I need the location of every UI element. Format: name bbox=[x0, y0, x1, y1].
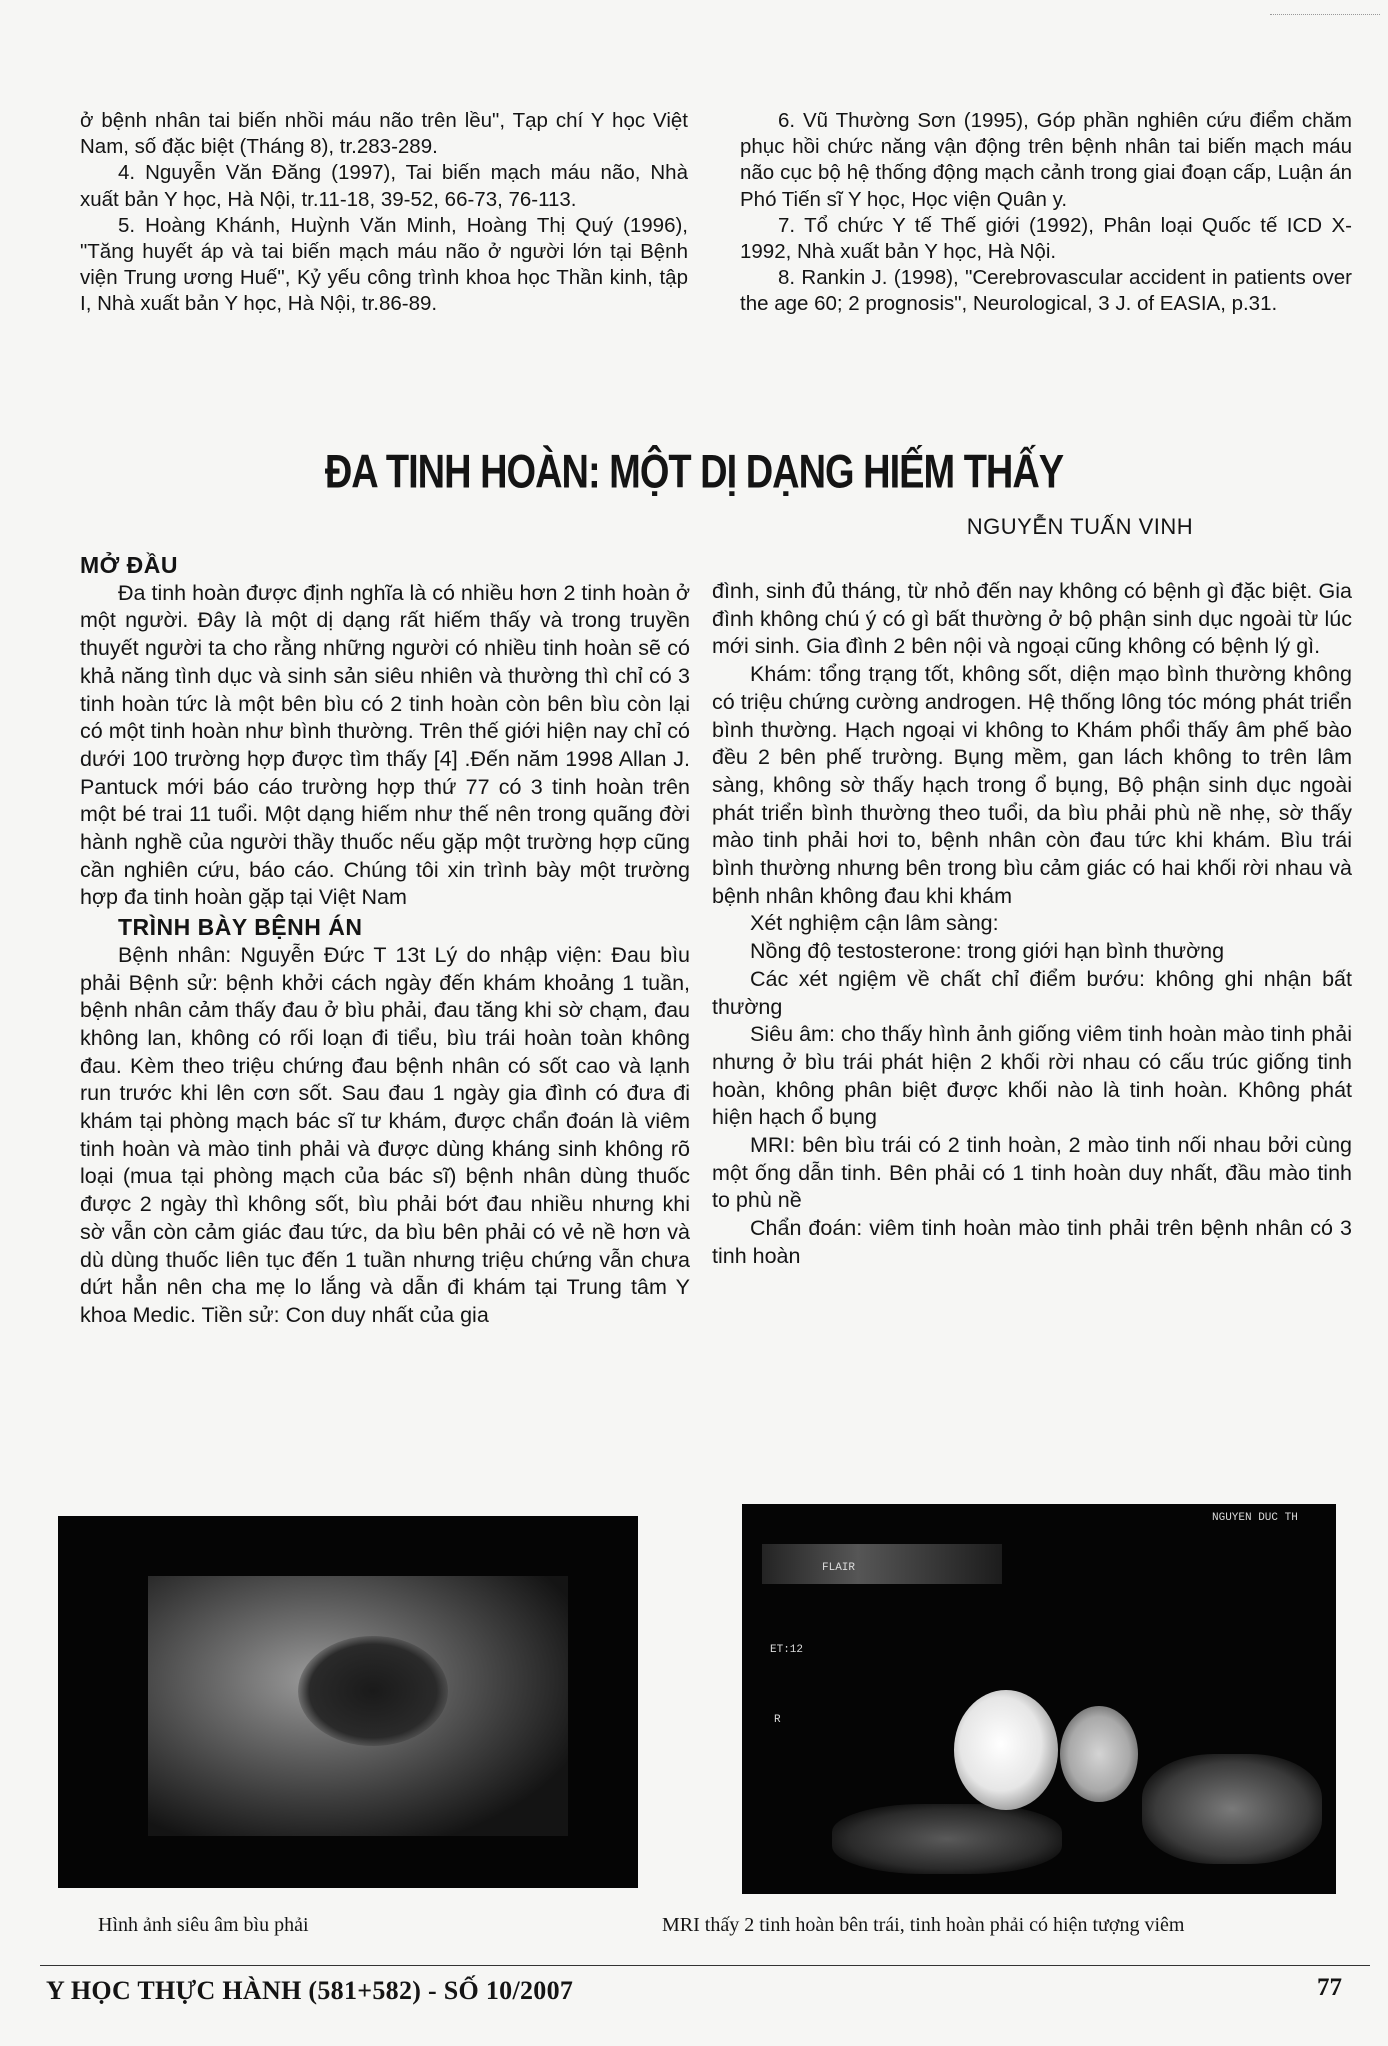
mri-soft-tissue bbox=[762, 1544, 1002, 1584]
ultrasound-lesion bbox=[298, 1636, 448, 1746]
case-paragraph: MRI: bên bìu trái có 2 tinh hoàn, 2 mào tinh nối nhau bởi cùng một ống dẫn tinh. Bên phải có 1 tinh hoàn duy nhất, đầu mào tinh to phù nề bbox=[712, 1133, 1352, 1213]
mri-soft-tissue bbox=[832, 1804, 1062, 1874]
article-title: ĐA TINH HOÀN: MỘT DỊ DẠNG HIẾM THẤY bbox=[324, 446, 1064, 499]
case-heading: TRÌNH BÀY BỆNH ÁN bbox=[118, 914, 363, 941]
reference-item: 6. Vũ Thường Sơn (1995), Góp phần nghiên cứu điểm chăm phục hồi chức năng vận động trên bệnh nhân tai biến mạch máu não cục bộ hệ thống động mạch cảnh trong giai đoạn cấp, Luận án Phó Tiến sĩ Y học, Học viện Quân y. bbox=[740, 109, 1352, 211]
journal-name: Y HỌC THỰC HÀNH (581+582) - SỐ 10/2007 bbox=[46, 1976, 574, 2005]
intro-paragraph: Đa tinh hoàn được định nghĩa là có nhiều hơn 2 tinh hoàn ở một người. Đây là một dị dạng rất hiếm thấy và trong truyền thuyết người ta cho rằng những người có nhiều tinh hoàn sẽ có khả năng tình dục và sinh sản siêu nhiên và thường thì chỉ có 3 tinh hoàn tức là một bên bìu có 2 tinh hoàn còn bên bìu còn lại có một tinh hoàn như bình thường. Trên thế giới hiện nay chỉ có dưới 100 trường hợp được tìm thấy [4] .Đến năm 1998 Allan J. Pantuck mới báo cáo trường hợp thứ 77 có 3 tinh hoàn trên một bé trai 11 tuổi. Một dạng hiếm như thế nên trong quãng đời hành nghề của người thầy thuốc nếu gặp một trường hợp cũng cần nghiên cứu, báo cáo. Chúng tôi xin trình bày một trường hợp đa tinh hoàn gặp tại Việt Nam bbox=[80, 580, 690, 910]
reference-item: ở bệnh nhân tai biến nhồi máu não trên lều", Tạp chí Y học Việt Nam, số đặc biệt (Tháng 8), tr.283-289. bbox=[80, 109, 688, 159]
mri-soft-tissue bbox=[1142, 1754, 1322, 1864]
case-paragraph: Nồng độ testosterone: trong giới hạn bình thường bbox=[750, 939, 1225, 964]
references-left-column bbox=[80, 108, 688, 318]
ultrasound-image bbox=[58, 1516, 638, 1888]
page-number: 77 bbox=[1317, 1974, 1342, 2001]
case-paragraph: Các xét ngiệm về chất chỉ điểm bướu: không ghi nhận bất thường bbox=[712, 966, 1352, 1019]
footer-rule bbox=[40, 1965, 1370, 1966]
case-paragraph: Siêu âm: cho thấy hình ảnh giống viêm tinh hoàn mào tinh phải nhưng ở bìu trái phát hiện 2 khối rời nhau có cấu trúc giống tinh hoàn, không phân biệt được khối nào là tinh hoàn. Không phát hiện hạch ổ bụng bbox=[712, 1022, 1352, 1130]
case-paragraph-left: Bệnh nhân: Nguyễn Đức T 13t Lý do nhập viện: Đau bìu phải Bệnh sử: bệnh khởi cách ngày đến khám khoảng 1 tuần, bệnh nhân cảm thấy đau ở bìu phải, đau tăng khi sờ chạm, đau không lan, không có rối loạn đi tiểu, bìu trái hoàn toàn không đau. Kèm theo triệu chứng đau bệnh nhân có sốt cao và lạnh run trước khi lên cơn sốt. Sau đau 1 ngày gia đình có đưa đi khám tại phòng mạch bác sĩ tư khám, được chẩn đoán là viêm tinh hoàn và mào tinh phải và được dùng kháng sinh không rõ loại (mua tại phòng mạch của bác sĩ) bệnh nhân dùng thuốc được 2 ngày thì không sốt, bìu phải bớt đau nhiều nhưng khi sờ vẫn còn cảm giác đau tức, da bìu bên phải có vẻ nề hơn và dù dùng thuốc liên tục đến 1 tuần nhưng triệu chứng vẫn chưa dứt hẳn nên cha mẹ lo lắng và dẫn đi khám tại Trung tâm Y khoa Medic. Tiền sử: Con duy nhất của gia bbox=[80, 942, 690, 1327]
mri-et-label: ET:12 bbox=[770, 1644, 804, 1656]
reference-item: 7. Tổ chức Y tế Thế giới (1992), Phân loại Quốc tế ICD X-1992, Nhà xuất bản Y học, Hà Nội. bbox=[740, 213, 1352, 264]
reference-item: 5. Hoàng Khánh, Huỳnh Văn Minh, Hoàng Thị Quý (1996), "Tăng huyết áp và tai biến mạch máu não ở người lớn tại Bệnh viện Trung ương Huế", Kỷ yếu công trình khoa học Thần kinh, tập I, Nhà xuất bản Y học, Hà Nội, tr.86-89. bbox=[80, 213, 688, 316]
article-author: NGUYỄN TUẤN VINH bbox=[966, 514, 1194, 539]
intro-heading: MỞ ĐẦU bbox=[80, 552, 178, 578]
mri-testis bbox=[1060, 1706, 1138, 1802]
mri-side-label: R bbox=[774, 1714, 781, 1726]
case-paragraph: Khám: tổng trạng tốt, không sốt, diện mạo bình thường không có triệu chứng cường androgen. Hệ thống lông tóc móng phát triển bình thường. Hạch ngoại vi không to Khám phổi thấy âm phế bào đều 2 bên phế trường. Bụng mềm, gan lách không to trên lâm sàng, không sờ thấy hạch trong ổ bụng, Bộ phận sinh dục ngoài phát triển bình thường theo tuổi, da bìu phải phù nề nhẹ, sờ thấy mào tinh phải hơi to, bệnh nhân còn đau tức khi khám. Bìu trái bình thường nhưng bên trong bìu cảm giác có hai khối rời nhau và bệnh nhân không đau khi khám bbox=[712, 662, 1352, 908]
case-paragraph: Chẩn đoán: viêm tinh hoàn mào tinh phải trên bệnh nhân có 3 tinh hoàn bbox=[712, 1216, 1352, 1268]
case-paragraph: Xét nghiệm cận lâm sàng: bbox=[750, 911, 999, 936]
mri-caption: MRI thấy 2 tinh hoàn bên trái, tinh hoàn phải có hiện tượng viêm bbox=[662, 1914, 1185, 1936]
body-left-column bbox=[80, 552, 690, 1330]
reference-item: 4. Nguyễn Văn Đăng (1997), Tai biến mạch máu não, Nhà xuất bản Y học, Hà Nội, tr.11-18, 39-52, 66-73, 76-113. bbox=[80, 161, 688, 211]
mri-sequence-label: FLAIR bbox=[822, 1562, 856, 1574]
body-right-column bbox=[712, 578, 1352, 1271]
references-right-column bbox=[740, 108, 1352, 318]
ultrasound-caption: Hình ảnh siêu âm bìu phải bbox=[98, 1914, 309, 1936]
mri-image bbox=[742, 1504, 1336, 1894]
top-dotted-rule bbox=[1270, 14, 1380, 15]
mri-testis-bright bbox=[954, 1690, 1058, 1810]
case-paragraph: đình, sinh đủ tháng, từ nhỏ đến nay không có bệnh gì đặc biệt. Gia đình không chú ý có gì bất thường ở bộ phận sinh dục ngoài từ lúc mới sinh. Gia đình 2 bên nội và ngoại cũng không có bệnh lý gì. bbox=[712, 579, 1352, 659]
reference-item: 8. Rankin J. (1998), "Cerebrovascular accident in patients over the age 60; 2 prognosis", Neurological, 3 J. of EASIA, p.31. bbox=[740, 266, 1352, 316]
mri-patient-label: NGUYEN DUC TH bbox=[1212, 1512, 1298, 1524]
